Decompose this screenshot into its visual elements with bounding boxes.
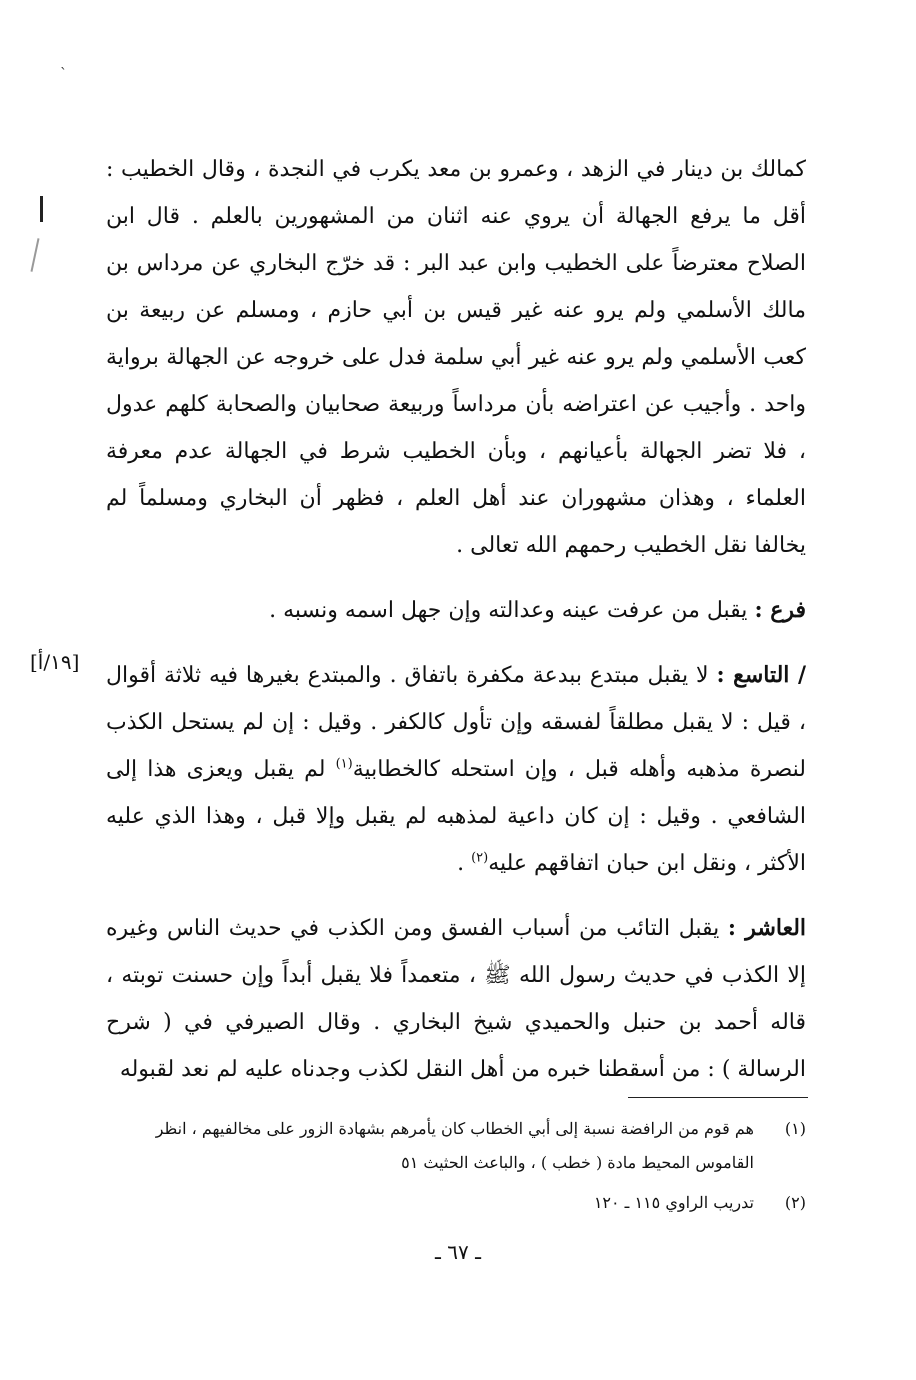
- margin-mark: [40, 196, 43, 222]
- paragraph: [106, 146, 806, 569]
- footnote-separator: [628, 1097, 808, 1098]
- folio-note: [١٩/أ]: [30, 650, 80, 674]
- page-number: ـ ٦٧ ـ: [435, 1240, 481, 1264]
- footnote-number: (٢): [784, 1193, 806, 1212]
- paragraph: [106, 587, 806, 634]
- footnote: [106, 1112, 806, 1180]
- section-heading: / التاسع :: [716, 662, 806, 688]
- section-heading: العاشر :: [727, 915, 807, 941]
- section-heading: فرع :: [754, 597, 806, 623]
- footnote-ref: (٢): [471, 850, 489, 866]
- paragraph: [106, 652, 806, 887]
- paragraph-text: لا يقبل مبتدع ببدعة مكفرة باتفاق . والمبتدع بغيرها فيه ثلاثة أقوال ، قيل : لا يقبل مطلقاً لفسقه وإن تأول كالكفر . وقيل : إن لم يستحل الكذب لنصرة مذهبه وأهله قبل ، وإن استحله كالخطابية: [106, 663, 806, 782]
- paragraph-text: .: [457, 851, 465, 876]
- scan-mark: ˎ: [60, 54, 67, 70]
- paragraph: [106, 905, 806, 1093]
- footnote-text: تدريب الراوي ١١٥ ـ ١٢٠: [593, 1193, 754, 1212]
- main-text: [106, 146, 806, 1093]
- footnote-text: هم قوم من الرافضة نسبة إلى أبي الخطاب كان يأمرهم بشهادة الزور على مخالفيهم ، انظر القاموس المحيط مادة ( خطب ) ، والباعث الحثيث ٥١: [155, 1119, 754, 1172]
- paragraph-text: كمالك بن دينار في الزهد ، وعمرو بن معد يكرب في النجدة ، وقال الخطيب : أقل ما يرفع الجهالة أن يروي عنه اثنان من المشهورين بالعلم . قال ابن الصلاح معترضاً على الخطيب وابن عبد البر : قد خرّج البخاري عن مرداس بن مالك الأسلمي ولم يرو عنه غير قيس بن أبي حازم ، ومسلم عن ربيعة بن كعب الأسلمي ولم يرو عنه غير أبي سلمة فدل على خروجه عن الجهالة برواية واحد . وأجيب عن اعتراضه بأن مرداساً وربيعة صحابيان والصحابة كلهم عدول ، فلا تضر الجهالة بأعيانهم ، وبأن الخطيب شرط في الجهالة عدم معرفة العلماء ، وهذان مشهوران عند أهل العلم ، فظهر أن البخاري ومسلماً لم يخالفا نقل الخطيب رحمهم الله تعالى .: [106, 157, 806, 558]
- paragraph-text: يقبل من عرفت عينه وعدالته وإن جهل اسمه ونسبه .: [269, 598, 748, 623]
- paragraph-text: لم يقبل ويعزى هذا إلى الشافعي . وقيل : إن كان داعية لمذهبه لم يقبل وإلا قبل ، وهذا الذي عليه الأكثر ، ونقل ابن حبان اتفاقهم عليه: [106, 757, 806, 876]
- margin-mark: [30, 238, 39, 272]
- paragraph-text: يقبل التائب من أسباب الفسق ومن الكذب في حديث الناس وغيره إلا الكذب في حديث رسول الله ﷺ ، متعمداً فلا يقبل أبداً وإن حسنت توبته ، قاله أحمد بن حنبل والحميدي شيخ البخاري . وقال الصيرفي في ( شرح الرسالة ) : من أسقطنا خبره من أهل النقل لكذب وجدناه عليه لم نعد لقبوله: [106, 916, 806, 1082]
- footnotes: [106, 1112, 806, 1220]
- footnote-ref: (١): [335, 756, 353, 772]
- footnote-number: (١): [784, 1119, 806, 1138]
- footnote: [106, 1186, 806, 1220]
